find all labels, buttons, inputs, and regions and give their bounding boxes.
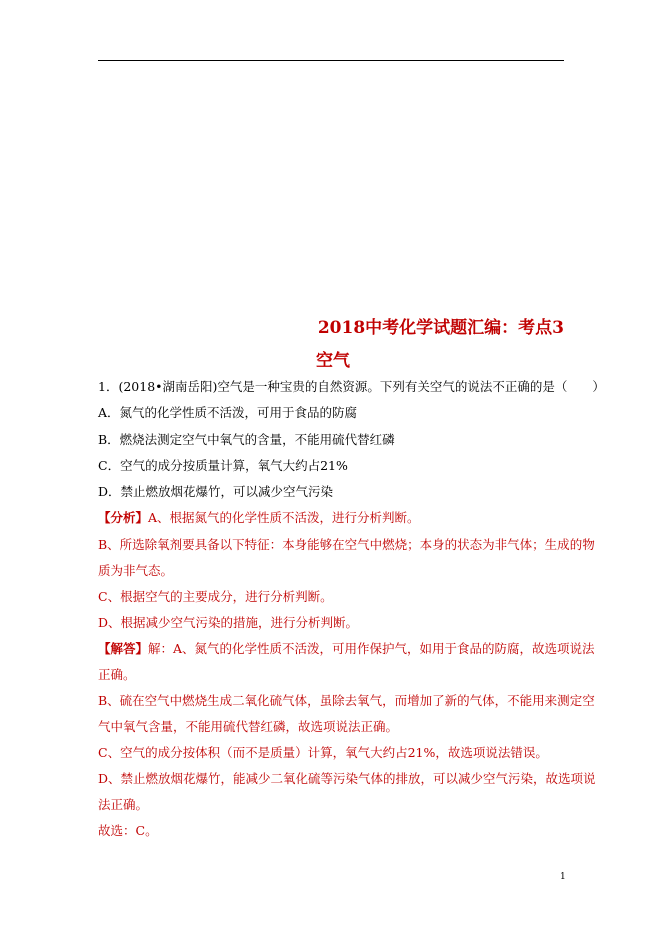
option-c: C．空气的成分按质量计算，氧气大约占21% [98, 458, 348, 473]
analysis-line: D、根据减少空气污染的措施，进行分析判断。 [98, 615, 359, 630]
answer-line: 气中氧气含量，不能用硫代替红磷，故选项说法正确。 [98, 719, 399, 734]
page-number: 1 [560, 872, 566, 882]
option-b: B．燃烧法测定空气中氧气的含量，不能用硫代替红磷 [98, 432, 395, 447]
option-a: A．氮气的化学性质不活泼，可用于食品的防腐 [98, 405, 358, 420]
answer-line: D、禁止燃放烟花爆竹，能减少二氧化硫等污染气体的排放，可以减少空气污染，故选项说 [98, 771, 596, 786]
answer-line: C、空气的成分按体积（而不是质量）计算，氧气大约占21%，故选项说法错误。 [98, 745, 548, 760]
answer-tag: 【解答】 [98, 641, 149, 656]
answer-line [98, 641, 595, 657]
analysis-text: A、根据氮气的化学性质不活泼，进行分析判断。 [148, 510, 420, 525]
document-title: 2018中考化学试题汇编：考点3 [317, 318, 564, 338]
analysis-line: C、根据空气的主要成分，进行分析判断。 [98, 589, 333, 604]
analysis-line: B、所选除氧剂要具备以下特征：本身能够在空气中燃烧；本身的状态为非气体；生成的物 [98, 537, 595, 552]
answer-text: 解：A、氮气的化学性质不活泼，可用作保护气，如用于食品的防腐，故选项说法 [148, 641, 595, 656]
document-subtitle: 空气 [316, 351, 350, 371]
analysis-line [98, 510, 566, 526]
header-rule [98, 60, 564, 61]
answer-line: 法正确。 [98, 797, 149, 812]
answer-line: 正确。 [98, 667, 136, 682]
analysis-line: 质为非气态。 [98, 563, 174, 578]
answer-final: 故选：C。 [98, 823, 158, 838]
option-d: D．禁止燃放烟花爆竹，可以减少空气污染 [98, 484, 334, 499]
answer-line: B、硫在空气中燃烧生成二氧化硫气体，虽除去氧气，而增加了新的气体，不能用来测定空 [98, 693, 595, 708]
analysis-tag: 【分析】 [98, 510, 149, 525]
question-stem: 1．(2018•湖南岳阳)空气是一种宝贵的自然资源。下列有关空气的说法不正确的是（ ） [98, 379, 605, 394]
